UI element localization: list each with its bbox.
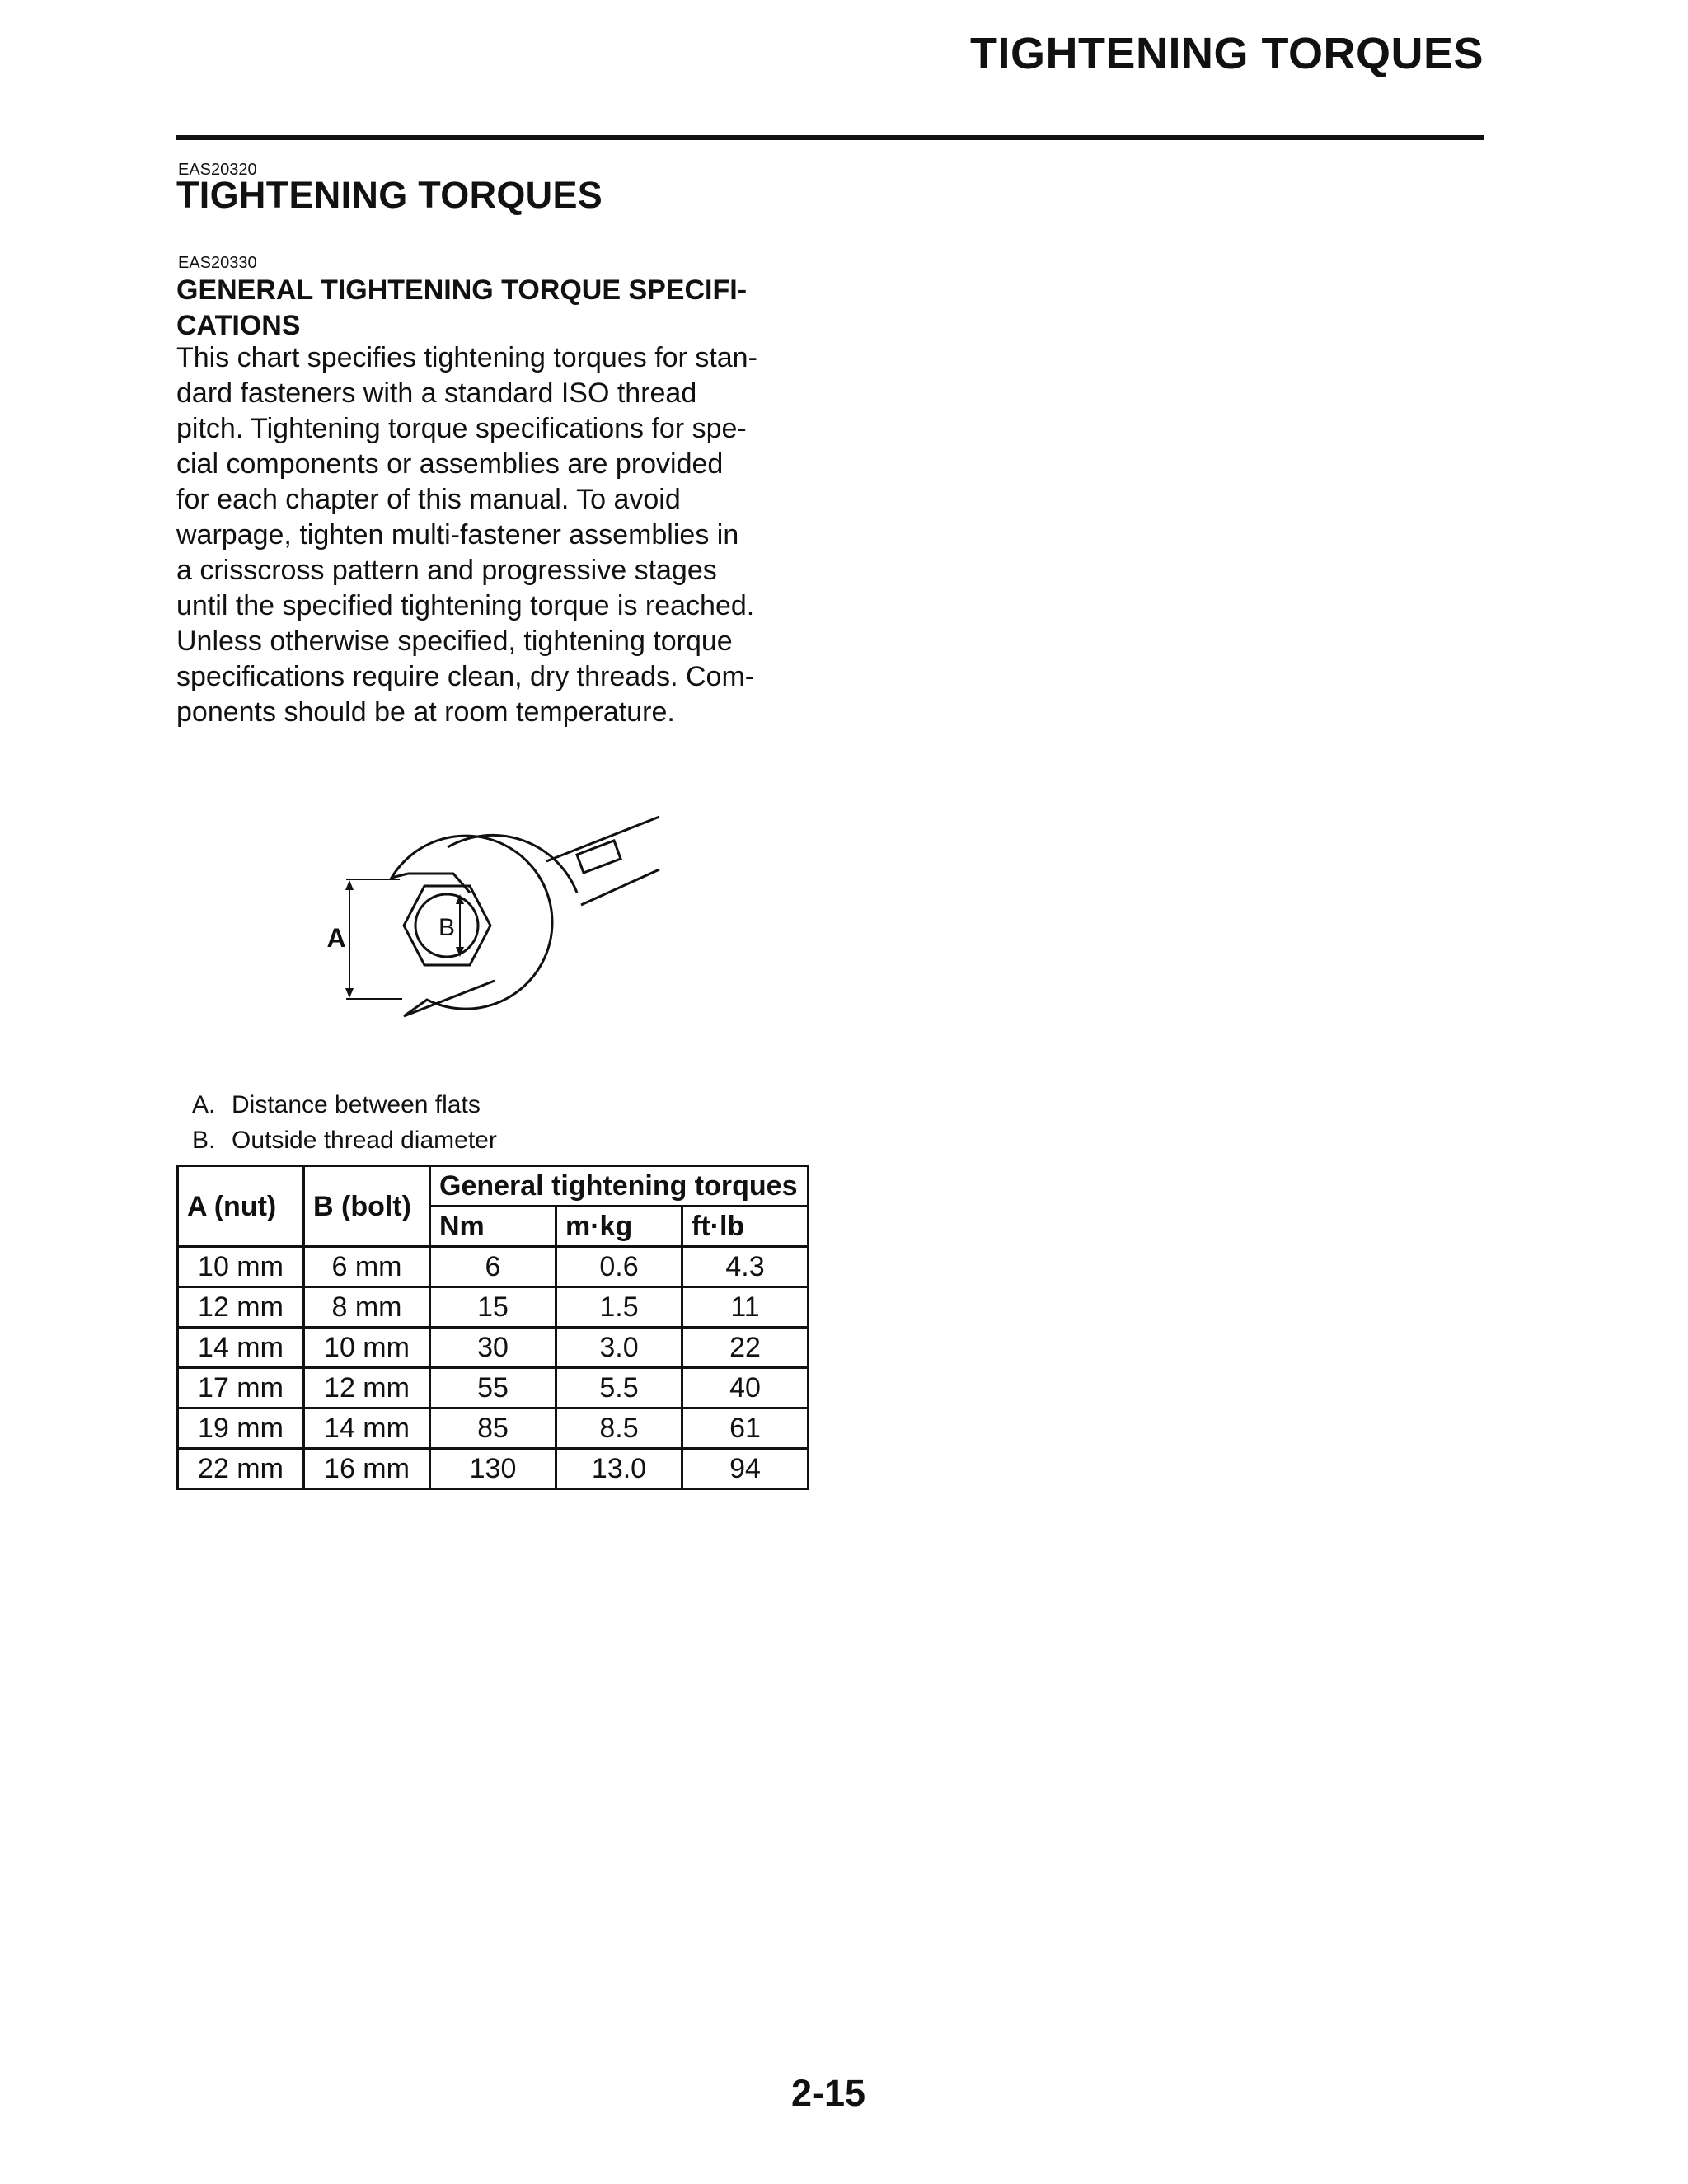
wrench-diagram — [313, 804, 668, 1026]
subsection-title-line: CATIONS — [176, 310, 301, 341]
section-title: TIGHTENING TORQUES — [176, 174, 603, 216]
wrench-head-arc — [448, 835, 577, 893]
body-line: a crisscross pattern and progressive stages — [176, 555, 717, 586]
table-cell: 6 — [430, 1247, 556, 1287]
body-line: specifications require clean, dry threads. Com- — [176, 661, 755, 692]
column-header-mkg: m·kg — [556, 1207, 682, 1247]
table-row — [178, 1449, 809, 1489]
dimension-a-arrow — [345, 988, 354, 998]
table-cell: 5.5 — [556, 1368, 682, 1408]
body-line: until the specified tightening torque is reached. — [176, 590, 755, 621]
page-number: 2-15 — [791, 2072, 866, 2114]
table-cell: 22 — [682, 1328, 809, 1368]
table-row — [178, 1408, 809, 1449]
table-cell: 55 — [430, 1368, 556, 1408]
table-cell: 3.0 — [556, 1328, 682, 1368]
table-cell: 4.3 — [682, 1247, 809, 1287]
body-line: warpage, tighten multi-fastener assemblies in — [176, 519, 739, 551]
table-cell: 130 — [430, 1449, 556, 1489]
table-cell: 1.5 — [556, 1287, 682, 1328]
section-code: EAS20320 — [178, 161, 257, 179]
body-line: cial components or assemblies are provided — [176, 448, 724, 480]
body-line: pitch. Tightening torque specifications for spe- — [176, 413, 747, 444]
table-cell: 8.5 — [556, 1408, 682, 1449]
table-row — [178, 1368, 809, 1408]
subsection-title-line: GENERAL TIGHTENING TORQUE SPECIFI- — [176, 274, 748, 306]
wrench-handle-bottom — [581, 869, 659, 905]
column-header-ftlb: ft·lb — [682, 1207, 809, 1247]
column-header-b-bolt: B (bolt) — [304, 1166, 430, 1247]
table-cell: 85 — [430, 1408, 556, 1449]
figure-legend — [192, 1087, 497, 1158]
wrench-jaw-lower — [404, 981, 495, 1016]
table-cell: 15 — [430, 1287, 556, 1328]
body-paragraph — [176, 340, 819, 730]
table-cell: 22 mm — [178, 1449, 304, 1489]
subsection-code: EAS20330 — [178, 254, 257, 272]
dimension-a-arrow — [345, 880, 354, 890]
torque-table — [176, 1165, 809, 1490]
table-cell: 8 mm — [304, 1287, 430, 1328]
table-cell: 0.6 — [556, 1247, 682, 1287]
table-cell: 61 — [682, 1408, 809, 1449]
subsection-title — [176, 273, 819, 344]
table-row — [178, 1287, 809, 1328]
header-divider — [176, 135, 1484, 140]
legend-item-text: Distance between flats — [232, 1091, 481, 1118]
table-cell: 17 mm — [178, 1368, 304, 1408]
body-line: This chart specifies tightening torques for stan- — [176, 342, 757, 373]
label-b: B — [438, 914, 456, 941]
legend-item-text: Outside thread diameter — [232, 1127, 497, 1154]
table-row — [178, 1328, 809, 1368]
table-cell: 94 — [682, 1449, 809, 1489]
table-cell: 11 — [682, 1287, 809, 1328]
table-cell: 12 mm — [304, 1368, 430, 1408]
table-header-row — [178, 1166, 809, 1207]
label-a: A — [326, 923, 346, 953]
page-header-title: TIGHTENING TORQUES — [969, 29, 1484, 78]
wrench-jaw-upper — [408, 874, 470, 893]
body-line: Unless otherwise specified, tightening torque — [176, 626, 733, 657]
wrench-handle-top — [546, 817, 659, 861]
table-cell: 6 mm — [304, 1247, 430, 1287]
table-cell: 13.0 — [556, 1449, 682, 1489]
table-cell: 40 — [682, 1368, 809, 1408]
legend-item — [192, 1087, 497, 1122]
table-cell: 10 mm — [304, 1328, 430, 1368]
table-cell: 19 mm — [178, 1408, 304, 1449]
table-cell: 14 mm — [304, 1408, 430, 1449]
legend-item-label: B. — [192, 1127, 216, 1154]
legend-item-label: A. — [192, 1091, 216, 1118]
table-cell: 30 — [430, 1328, 556, 1368]
table-cell: 14 mm — [178, 1328, 304, 1368]
table-cell: 16 mm — [304, 1449, 430, 1489]
column-group-header: General tightening torques — [430, 1166, 809, 1207]
body-line: ponents should be at room temperature. — [176, 696, 675, 728]
table-cell: 12 mm — [178, 1287, 304, 1328]
column-header-a-nut: A (nut) — [178, 1166, 304, 1247]
body-line: for each chapter of this manual. To avoid — [176, 484, 681, 515]
table-row — [178, 1247, 809, 1287]
legend-item — [192, 1122, 497, 1158]
body-line: dard fasteners with a standard ISO thread — [176, 377, 697, 409]
table-cell: 10 mm — [178, 1247, 304, 1287]
column-header-nm: Nm — [430, 1207, 556, 1247]
